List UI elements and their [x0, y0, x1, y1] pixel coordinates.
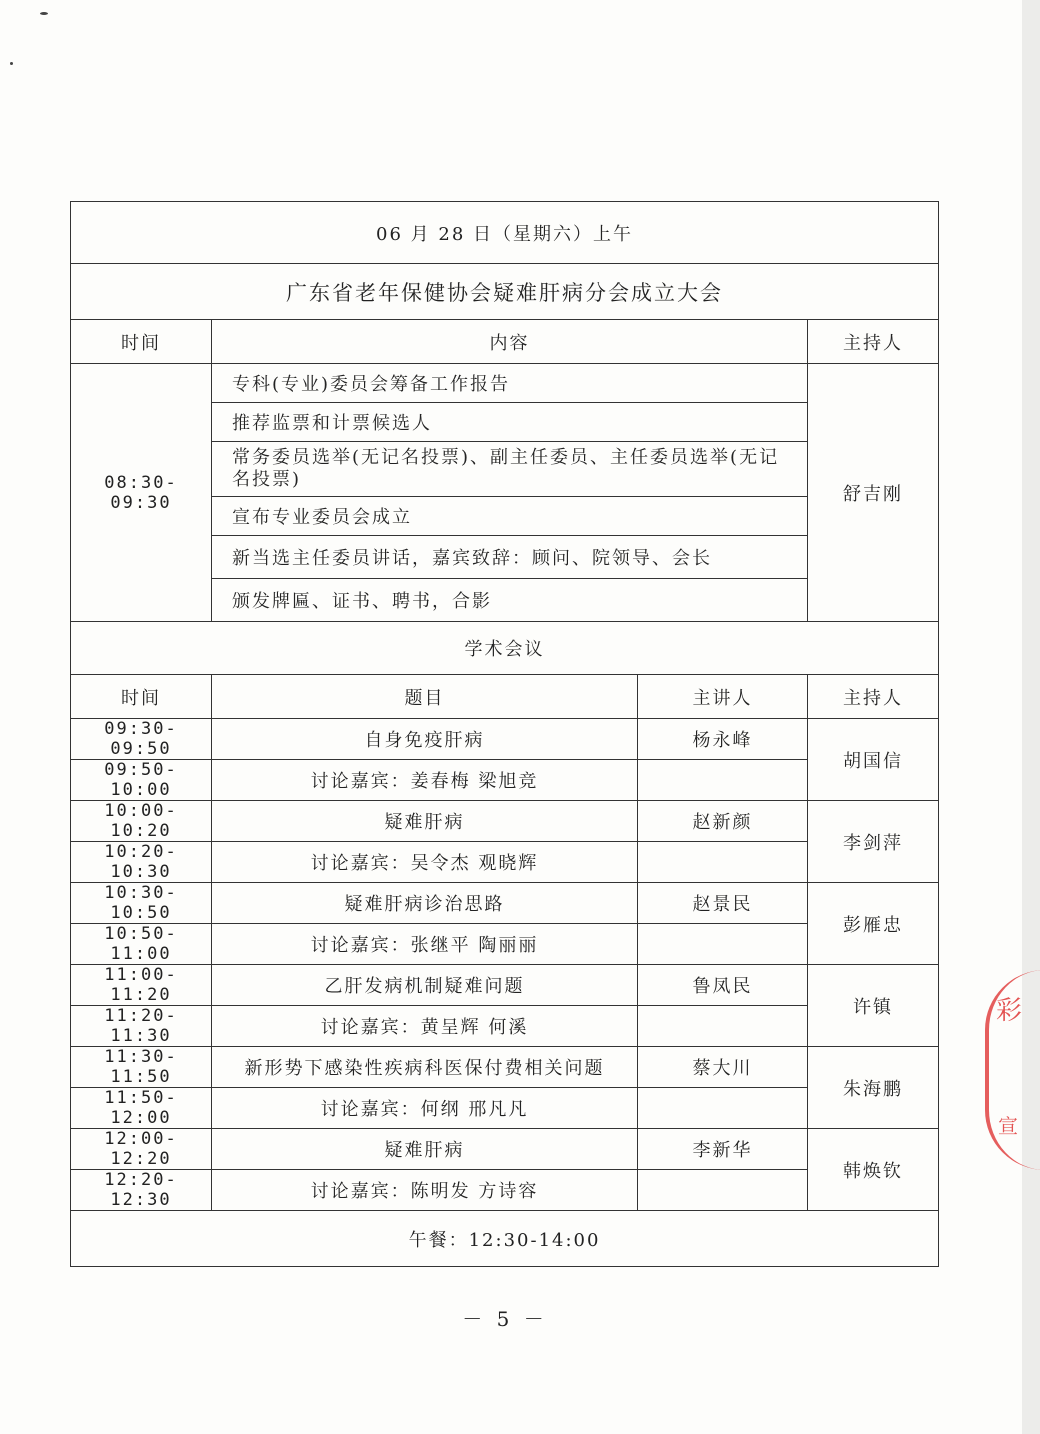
- session-date: 06 月 28 日（星期六）上午: [71, 202, 939, 264]
- scan-speck: [10, 62, 13, 65]
- session-topic: 新形势下感染性疾病科医保付费相关问题: [212, 1047, 638, 1088]
- session-time: 11:30-11:50: [71, 1047, 212, 1088]
- agenda-item: 颁发牌匾、证书、聘书，合影: [212, 579, 808, 622]
- session-row: [71, 883, 939, 924]
- agenda-item: 推荐监票和计票候选人: [212, 403, 808, 442]
- event-title: 广东省老年保健协会疑难肝病分会成立大会: [71, 264, 939, 320]
- ceremony-time-header: 时间: [71, 320, 212, 364]
- session-topic: 讨论嘉宾：吴令杰 观晓辉: [212, 842, 638, 883]
- academic-section-title: 学术会议: [71, 622, 939, 675]
- session-row: [71, 1047, 939, 1088]
- title-row: [71, 264, 939, 320]
- session-host: 许镇: [808, 965, 939, 1047]
- academic-header-row: [71, 675, 939, 719]
- session-time: 11:50-12:00: [71, 1088, 212, 1129]
- session-topic: 疑难肝病: [212, 1129, 638, 1170]
- ceremony-host-header: 主持人: [808, 320, 939, 364]
- session-time: 12:20-12:30: [71, 1170, 212, 1211]
- academic-section-row: [71, 622, 939, 675]
- scan-edge: [1022, 0, 1040, 1434]
- agenda-item: 专科(专业)委员会筹备工作报告: [212, 364, 808, 403]
- agenda-item: 新当选主任委员讲话，嘉宾致辞：顾问、院领导、会长: [212, 536, 808, 579]
- session-speaker: 李新华: [638, 1129, 808, 1170]
- session-speaker: [638, 1006, 808, 1047]
- session-topic: 疑难肝病: [212, 801, 638, 842]
- session-host: 胡国信: [808, 719, 939, 801]
- ceremony-host: 舒吉刚: [808, 364, 939, 622]
- lunch-row: [71, 1211, 939, 1267]
- session-speaker: 赵景民: [638, 883, 808, 924]
- session-time: 09:30-09:50: [71, 719, 212, 760]
- ceremony-content-header: 内容: [212, 320, 808, 364]
- session-speaker: [638, 842, 808, 883]
- academic-speaker-header: 主讲人: [638, 675, 808, 719]
- scan-speck: [40, 12, 48, 15]
- session-host: 李剑萍: [808, 801, 939, 883]
- session-topic: 讨论嘉宾：黄呈辉 何溪: [212, 1006, 638, 1047]
- page-number: － 5 －: [462, 1307, 548, 1331]
- session-speaker: 赵新颜: [638, 801, 808, 842]
- session-speaker: [638, 1170, 808, 1211]
- session-time: 11:20-11:30: [71, 1006, 212, 1047]
- academic-host-header: 主持人: [808, 675, 939, 719]
- agenda-item: 常务委员选举(无记名投票)、副主任委员、主任委员选举(无记名投票): [212, 442, 808, 497]
- session-topic: 讨论嘉宾：何纲 邢凡凡: [212, 1088, 638, 1129]
- agenda-row: [71, 364, 939, 403]
- ceremony-header-row: [71, 320, 939, 364]
- session-time: 10:30-10:50: [71, 883, 212, 924]
- academic-time-header: 时间: [71, 675, 212, 719]
- session-topic: 自身免疫肝病: [212, 719, 638, 760]
- session-row: [71, 719, 939, 760]
- red-seal-glyph: 彩: [996, 996, 1023, 1026]
- session-speaker: 杨永峰: [638, 719, 808, 760]
- schedule-table: [70, 201, 939, 1267]
- session-speaker: 蔡大川: [638, 1047, 808, 1088]
- session-topic: 乙肝发病机制疑难问题: [212, 965, 638, 1006]
- session-row: [71, 965, 939, 1006]
- lunch-break: 午餐：12:30-14:00: [71, 1211, 939, 1267]
- session-speaker: [638, 924, 808, 965]
- red-seal-glyph: 宣: [998, 1114, 1018, 1138]
- session-speaker: [638, 760, 808, 801]
- session-time: 09:50-10:00: [71, 760, 212, 801]
- ceremony-time: 08:30-09:30: [71, 364, 212, 622]
- session-time: 11:00-11:20: [71, 965, 212, 1006]
- session-host: 韩焕钦: [808, 1129, 939, 1211]
- session-time: 12:00-12:20: [71, 1129, 212, 1170]
- session-time: 10:00-10:20: [71, 801, 212, 842]
- session-host: 彭雁忠: [808, 883, 939, 965]
- date-row: [71, 202, 939, 264]
- session-time: 10:20-10:30: [71, 842, 212, 883]
- session-row: [71, 1129, 939, 1170]
- session-speaker: 鲁凤民: [638, 965, 808, 1006]
- session-topic: 讨论嘉宾：姜春梅 梁旭竞: [212, 760, 638, 801]
- session-topic: 讨论嘉宾：陈明发 方诗容: [212, 1170, 638, 1211]
- session-topic: 疑难肝病诊治思路: [212, 883, 638, 924]
- session-row: [71, 801, 939, 842]
- agenda-item: 宣布专业委员会成立: [212, 497, 808, 536]
- academic-topic-header: 题目: [212, 675, 638, 719]
- session-host: 朱海鹏: [808, 1047, 939, 1129]
- session-topic: 讨论嘉宾：张继平 陶丽丽: [212, 924, 638, 965]
- session-time: 10:50-11:00: [71, 924, 212, 965]
- schedule-body: [71, 202, 939, 1267]
- session-speaker: [638, 1088, 808, 1129]
